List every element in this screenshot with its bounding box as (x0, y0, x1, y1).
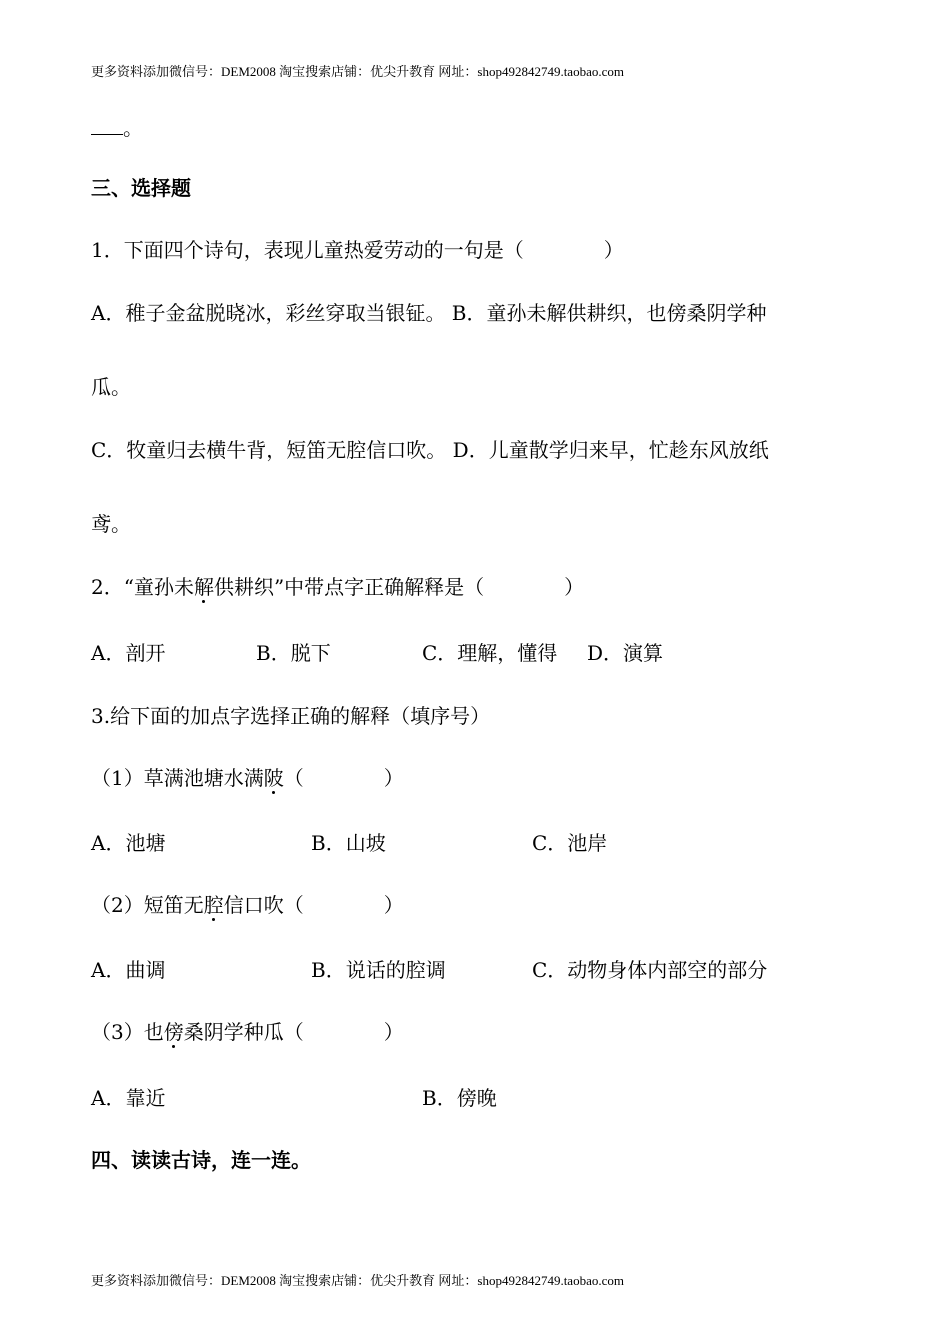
q3-stem: 3.给下面的加点字选择正确的解释（填序号） (91, 704, 491, 728)
q3-sub1-dotted-char: 陂 (263, 766, 284, 790)
q2-option-d: D．演算 (587, 641, 664, 665)
q3-sub3-post: 桑阴学种瓜（ ） (183, 1020, 404, 1044)
q1-options-cd: C．牧童归去横牛背，短笛无腔信口吹。 D．儿童散学归来早，忙趁东风放纸 (91, 438, 769, 462)
q3-sub1 (91, 768, 404, 788)
blank-line (91, 120, 123, 135)
q3-sub3-option-b: B．傍晚 (422, 1086, 497, 1110)
q2-stem-post: 供耕织”中带点字正确解释是（ ） (213, 575, 585, 599)
q3-sub1-option-b: B．山坡 (311, 831, 386, 855)
q2-option-a: A．剖开 (91, 641, 166, 665)
q3-sub3-dotted-char: 傍 (163, 1020, 184, 1044)
q3-sub1-option-c: C．池岸 (532, 831, 608, 855)
q3-sub3-option-a: A．靠近 (91, 1086, 166, 1110)
q1-options-ab: A．稚子金盆脱晓冰，彩丝穿取当银钲。 B．童孙未解供耕织，也傍桑阴学种 (91, 301, 767, 325)
q1-stem: 1．下面四个诗句，表现儿童热爱劳动的一句是（ ） (91, 238, 624, 262)
q2-dotted-char: 解 (193, 575, 214, 599)
q2-option-b: B．脱下 (256, 641, 331, 665)
q3-sub2-option-c: C．动物身体内部空的部分 (532, 958, 768, 982)
q1-options-cd-wrap: 鸢。 (91, 512, 131, 536)
q3-sub2-option-a: A．曲调 (91, 958, 166, 982)
page-header: 更多资料添加微信号：DEM2008 淘宝搜索店铺：优尖升教育 网址：shop492842749.taobao.com (91, 64, 624, 79)
q3-sub2-post: 信口吹（ ） (223, 893, 404, 917)
q1-options-ab-wrap: 瓜。 (91, 375, 131, 399)
q3-sub1-option-a: A．池塘 (91, 831, 166, 855)
blank-tail: 。 (123, 116, 143, 140)
page-footer: 更多资料添加微信号：DEM2008 淘宝搜索店铺：优尖升教育 网址：shop492842749.taobao.com (91, 1273, 624, 1288)
q3-sub3 (91, 1022, 404, 1042)
q2-stem (91, 577, 584, 597)
q3-sub2-dotted-char: 腔 (203, 893, 224, 917)
q3-sub2-option-b: B．说话的腔调 (311, 958, 446, 982)
section-3-title: 三、选择题 (91, 176, 191, 200)
section-4-title: 四、读读古诗，连一连。 (91, 1148, 311, 1172)
q3-sub2 (91, 895, 404, 915)
q2-stem-pre: 2．“童孙未 (91, 575, 194, 599)
q2-option-c: C．理解，懂得 (422, 641, 558, 665)
q3-sub1-post: （ ） (283, 766, 404, 790)
q3-sub1-pre: （1）草满池塘水满 (91, 766, 264, 790)
answer-blank-fragment (91, 118, 143, 138)
q3-sub2-pre: （2）短笛无 (91, 893, 204, 917)
q3-sub3-pre: （3）也 (91, 1020, 164, 1044)
